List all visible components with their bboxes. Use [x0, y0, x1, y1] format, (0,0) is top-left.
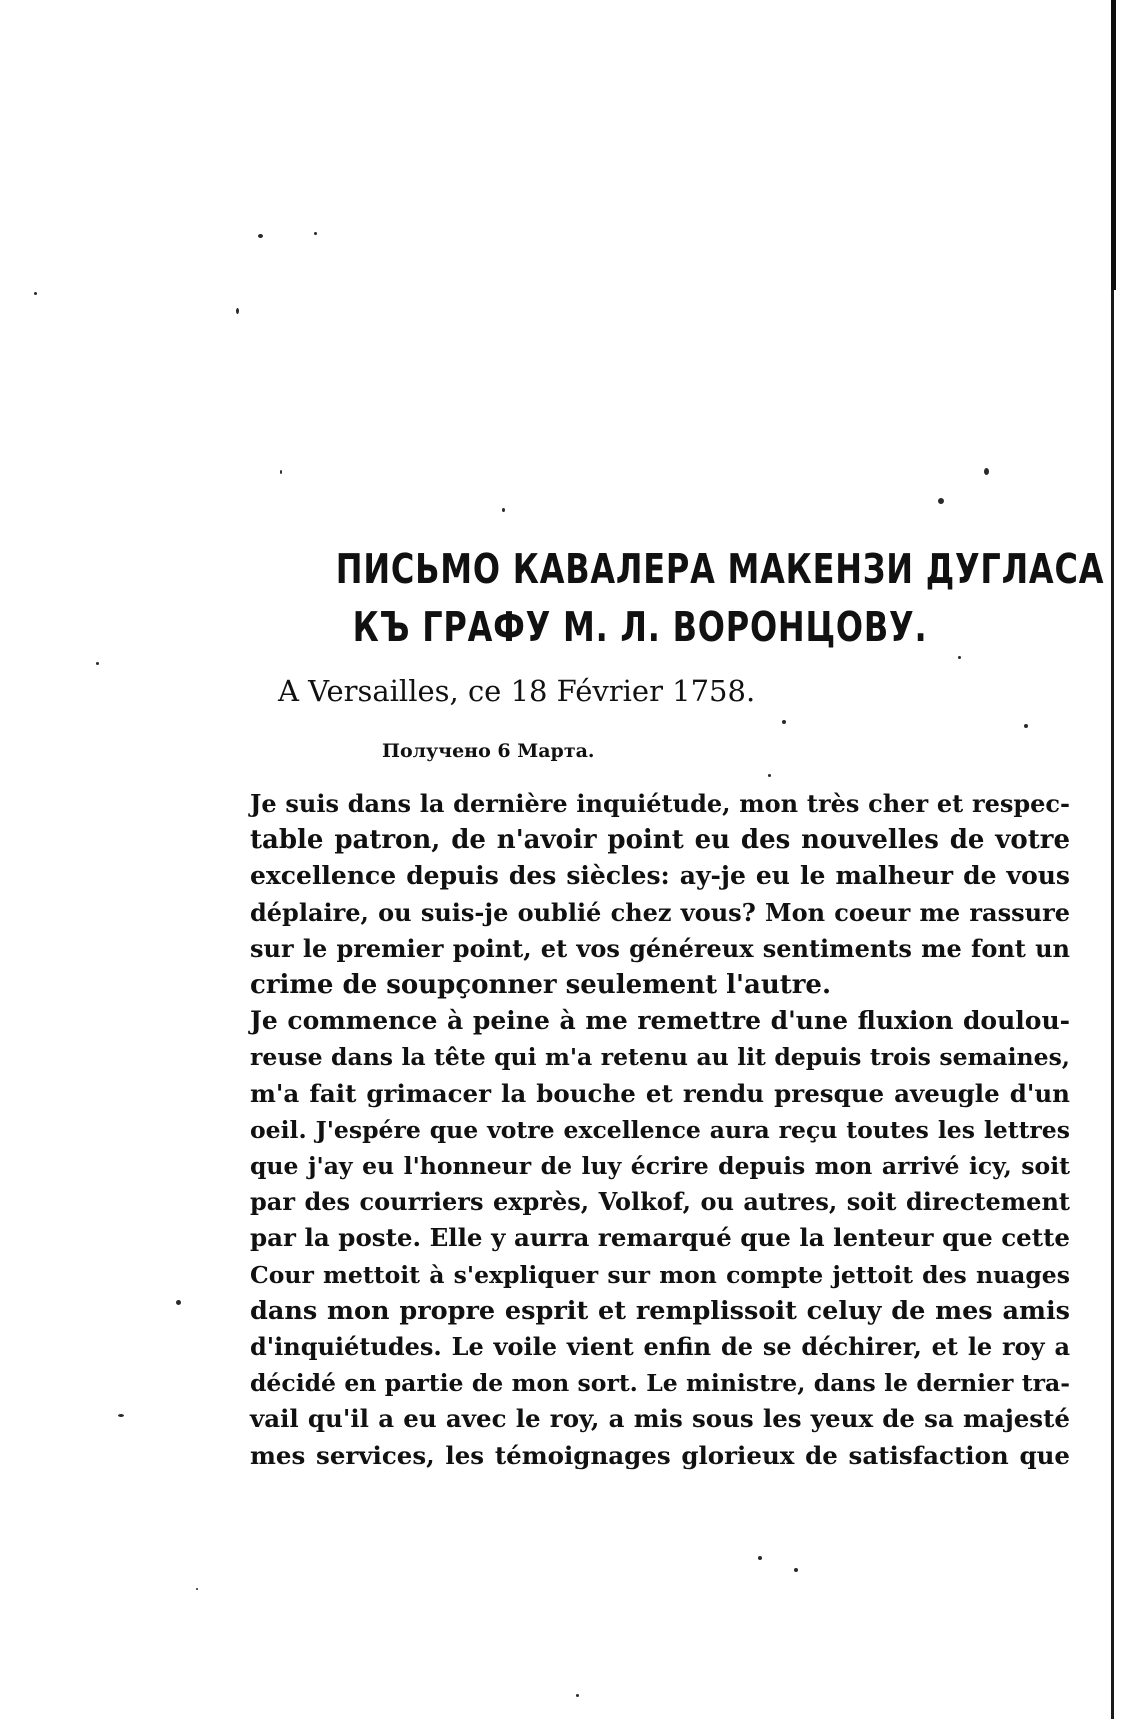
text-line: dans mon propre esprit et remplissoit celuy de mes amis: [250, 1295, 1070, 1326]
letter-title-line-2: КЪ ГРАФУ М. Л. ВОРОНЦОВУ.: [352, 603, 928, 651]
scan-speck: [258, 234, 263, 238]
scan-speck: [938, 498, 944, 504]
text-line: excellence depuis des siècles: ay-je eu le malheur de vous: [250, 861, 1070, 891]
scan-speck: [794, 1568, 798, 1572]
text-line: par la poste. Elle y aurra remarqué que la lenteur que cette: [250, 1223, 1070, 1253]
letter-body: [250, 786, 1070, 1474]
paragraph-1: [250, 786, 1070, 1003]
scan-speck: [118, 1414, 124, 1417]
scan-speck: [34, 292, 37, 295]
text-line: que j'ay eu l'honneur de luy écrire depuis mon arrivé icy, soit: [250, 1152, 1070, 1181]
letter-title-line-1: ПИСЬМО КАВАЛЕРА МАКЕНЗИ ДУГЛАСА: [335, 545, 1105, 593]
scan-speck: [280, 470, 282, 474]
scan-speck: [576, 1694, 579, 1697]
text-line: déplaire, ou suis-je oublié chez vous? Mon coeur me rassure: [250, 897, 1070, 927]
text-line: d'inquiétudes. Le voile vient enfin de se déchirer, et le roy a: [250, 1332, 1070, 1362]
text-line: oeil. J'espére que votre excellence aura reçu toutes les lettres: [250, 1115, 1070, 1144]
scan-speck: [236, 308, 239, 314]
scan-speck: [768, 774, 771, 777]
scan-speck: [984, 468, 989, 475]
scan-speck: [314, 232, 317, 235]
text-line: crime de soupçonner seulement l'autre.: [250, 970, 832, 1001]
text-line: par des courriers exprès, Volkof, ou autres, soit directement: [250, 1187, 1070, 1217]
page-edge-rule-top: [1111, 0, 1116, 290]
text-line: mes services, les témoignages glorieux de satisfaction que: [250, 1440, 1070, 1470]
scan-speck: [502, 508, 505, 512]
text-line: reuse dans la tête qui m'a retenu au lit depuis trois semaines,: [250, 1043, 1070, 1072]
text-line: décidé en partie de mon sort. Le ministre, dans le dernier tra-: [250, 1369, 1070, 1398]
letter-dateline: A Versailles, ce 18 Février 1758.: [278, 674, 756, 708]
text-line: sur le premier point, et vos généreux sentiments me font un: [250, 933, 1070, 963]
letter-title: [335, 540, 1105, 656]
scan-speck: [196, 1588, 198, 1590]
scan-speck: [1024, 724, 1028, 728]
text-line: Je suis dans la dernière inquiétude, mon très cher et respec-: [250, 789, 1070, 818]
scan-speck: [176, 1300, 181, 1305]
scan-speck: [758, 1556, 762, 1560]
text-line: m'a fait grimacer la bouche et rendu presque aveugle d'un: [250, 1078, 1070, 1108]
text-line: Cour mettoit à s'expliquer sur mon compte jettoit des nuages: [250, 1260, 1070, 1289]
paragraph-2: [250, 1003, 1070, 1474]
text-line: vail qu'il a eu avec le roy, a mis sous les yeux de sa majesté: [250, 1404, 1070, 1434]
scan-speck: [782, 720, 786, 724]
received-note: Получено 6 Марта.: [382, 740, 595, 762]
text-line: Je commence à peine à me remettre d'une fluxion doulou-: [250, 1006, 1070, 1036]
text-line: table patron, de n'avoir point eu des nouvelles de votre: [250, 825, 1070, 856]
scan-speck: [96, 662, 99, 665]
scan-speck: [958, 656, 961, 659]
